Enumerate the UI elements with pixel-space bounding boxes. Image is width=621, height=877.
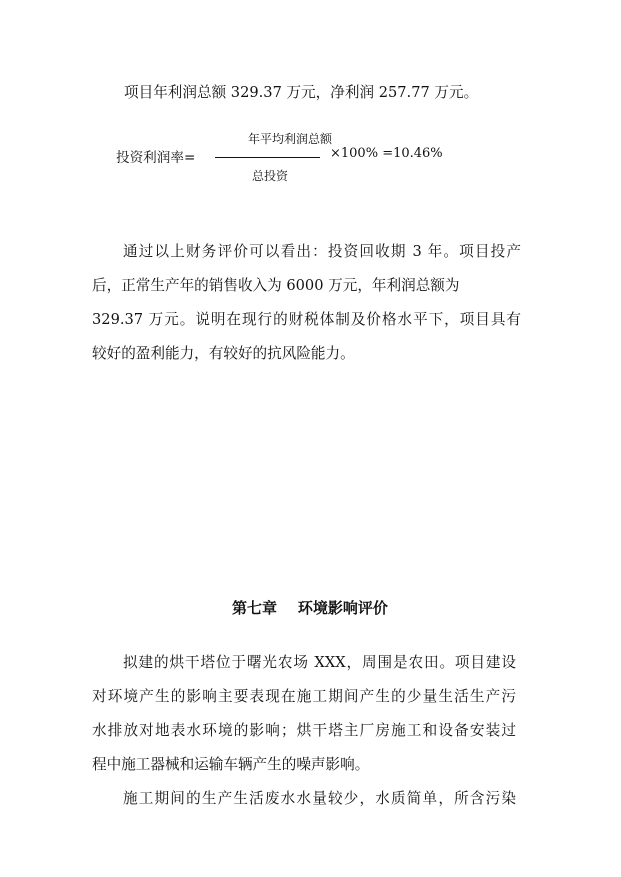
paragraph-line: 拟建的烘干塔位于曙光农场 XXX，周围是农田。项目建设 [123, 654, 516, 671]
paragraph-line: 对环境产生的影响主要表现在施工期间产生的少量生活生产污 [92, 688, 516, 705]
paragraph-line: 施工期间的生产生活废水水量较少，水质简单，所含污染 [123, 790, 516, 807]
profit-summary-line: 项目年利润总额 329.37 万元，净利润 257.77 万元。 [124, 84, 479, 101]
formula-denominator: 总投资 [252, 169, 289, 183]
paragraph-line: 通过以上财务评价可以看出：投资回收期 3 年。项目投产 [123, 243, 521, 260]
formula-result: ×100% =10.46% [330, 146, 443, 161]
paragraph-line: 329.37 万元。说明在现行的财税体制及价格水平下，项目具有 [92, 311, 521, 328]
fraction-bar [215, 157, 320, 158]
paragraph-line: 较好的盈利能力，有较好的抗风险能力。 [92, 345, 355, 362]
formula-label: 投资利润率= [116, 150, 196, 166]
paragraph-line: 后，正常生产年的销售收入为 6000 万元，年利润总额为 [92, 277, 460, 294]
paragraph-line: 程中施工器械和运输车辆产生的噪声影响。 [92, 756, 370, 773]
chapter-title: 第七章 环境影响评价 [232, 599, 388, 617]
formula-numerator: 年平均利润总额 [248, 132, 333, 146]
paragraph-line: 水排放对地表水环境的影响；烘干塔主厂房施工和设备安装过 [92, 722, 516, 739]
